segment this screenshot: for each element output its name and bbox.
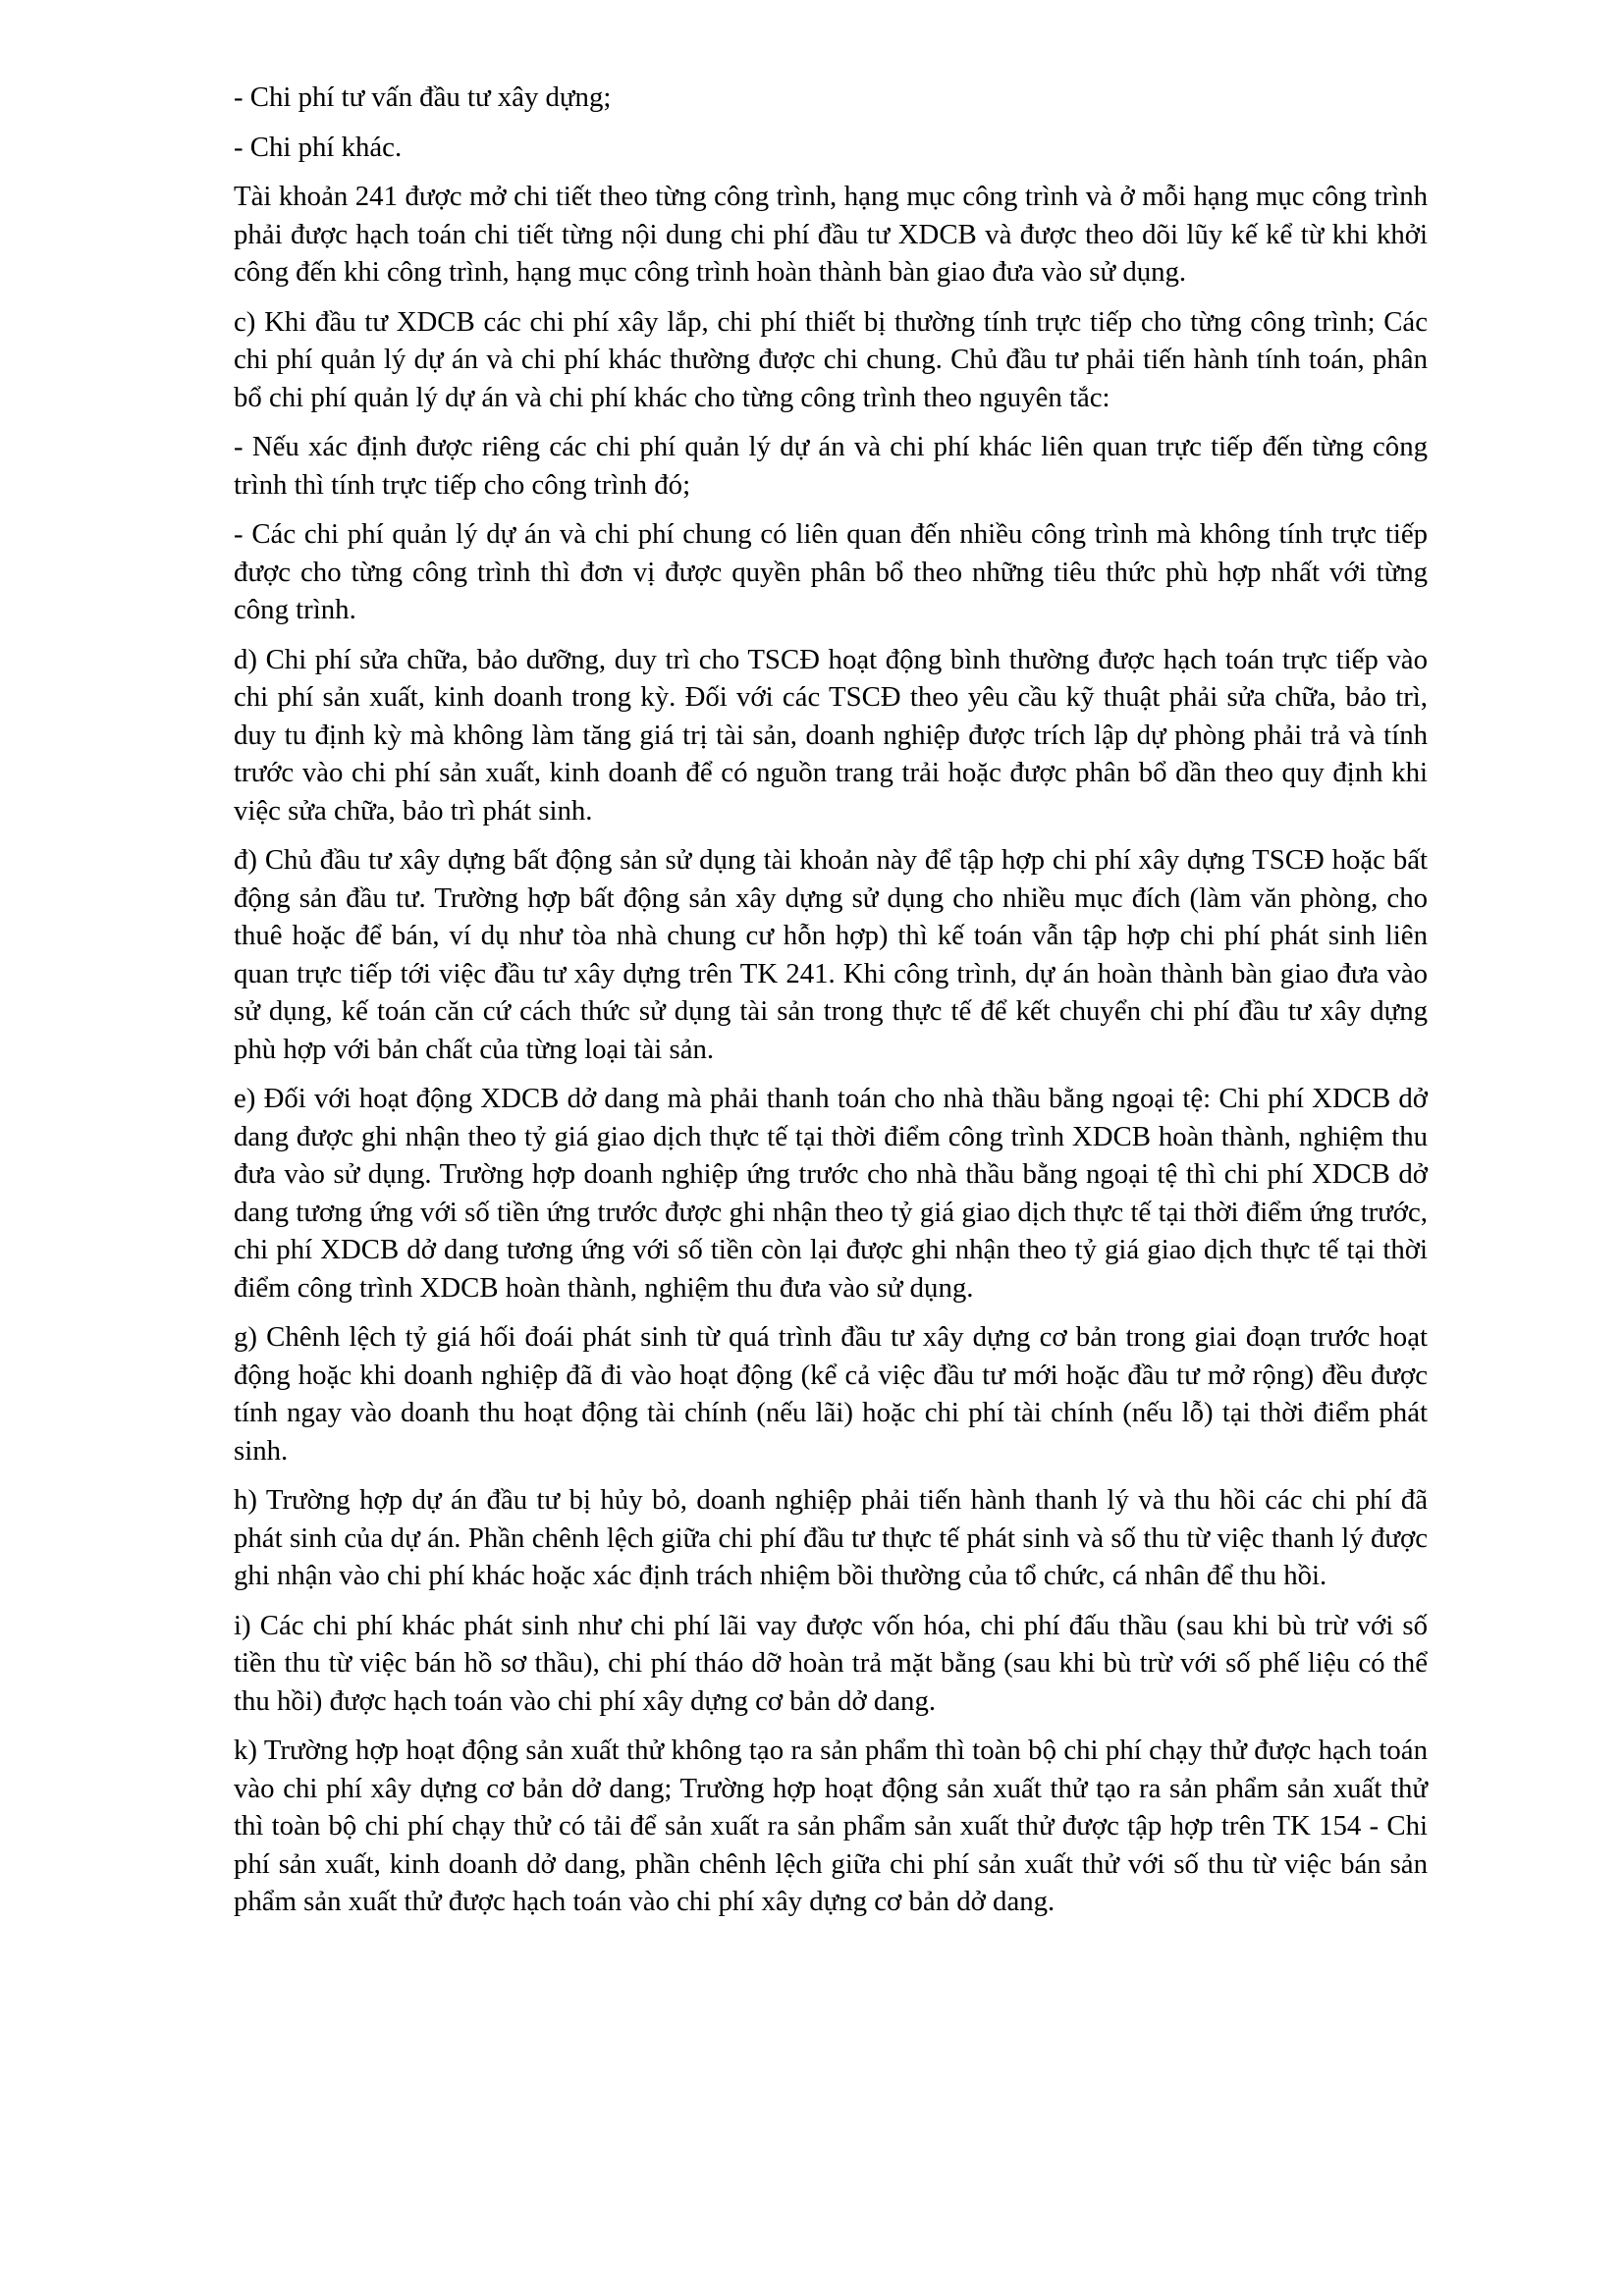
paragraph-h: h) Trường hợp dự án đầu tư bị hủy bỏ, doanh nghiệp phải tiến hành thanh lý và thu hồi các chi phí đã phát sinh của dự án. Phần chênh lệch giữa chi phí đầu tư thực tế phát sinh và số thu từ việc thanh lý được ghi nhận vào chi phí khác hoặc xác định trách nhiệm bồi thường của tổ chức, cá nhân để thu hồi. [234, 1484, 1428, 1591]
paragraph-bullet-shared-allocation: - Các chi phí quản lý dự án và chi phí chung có liên quan đến nhiều công trình mà không tính trực tiếp được cho từng công trình thì đơn vị được quyền phân bổ theo những tiêu thức phù hợp nhất với từng công trình. [234, 518, 1428, 625]
paragraph-k: k) Trường hợp hoạt động sản xuất thử không tạo ra sản phẩm thì toàn bộ chi phí chạy thử được hạch toán vào chi phí xây dựng cơ bản dở dang; Trường hợp hoạt động sản xuất thử tạo ra sản phẩm sản xuất thử thì toàn bộ chi phí chạy thử có tải để sản xuất ra sản phẩm sản xuất thử được tập hợp trên TK 154 - Chi phí sản xuất, kinh doanh dở dang, phần chênh lệch giữa chi phí sản xuất thử với số thu từ việc bán sản phẩm sản xuất thử được hạch toán vào chi phí xây dựng cơ bản dở dang. [234, 1735, 1428, 1917]
paragraph-d: d) Chi phí sửa chữa, bảo dưỡng, duy trì cho TSCĐ hoạt động bình thường được hạch toán trực tiếp vào chi phí sản xuất, kinh doanh trong kỳ. Đối với các TSCĐ theo yêu cầu kỹ thuật phải sửa chữa, bảo trì, duy tu định kỳ mà không làm tăng giá trị tài sản, doanh nghiệp được trích lập dự phòng phải trả và tính trước vào chi phí sản xuất, kinh doanh để có nguồn trang trải hoặc được phân bổ dần theo quy định khi việc sửa chữa, bảo trì phát sinh. [234, 643, 1428, 827]
paragraph-bullet-consulting-cost: - Chi phí tư vấn đầu tư xây dựng; [234, 81, 612, 113]
paragraph-bullet-direct-allocation: - Nếu xác định được riêng các chi phí quản lý dự án và chi phí khác liên quan trực tiếp đến từng công trình thì tính trực tiếp cho công trình đó; [234, 431, 1428, 501]
paragraph-c: c) Khi đầu tư XDCB các chi phí xây lắp, chi phí thiết bị thường tính trực tiếp cho từng công trình; Các chi phí quản lý dự án và chi phí khác thường được chi chung. Chủ đầu tư phải tiến hành tính toán, phân bổ chi phí quản lý dự án và chi phí khác cho từng công trình theo nguyên tắc: [234, 305, 1428, 413]
paragraph-g: g) Chênh lệch tỷ giá hối đoái phát sinh từ quá trình đầu tư xây dựng cơ bản trong giai đoạn trước hoạt động hoặc khi doanh nghiệp đã đi vào hoạt động (kể cả việc đầu tư mới hoặc đầu tư mở rộng) đều được tính ngay vào doanh thu hoạt động tài chính (nếu lãi) hoặc chi phí tài chính (nếu lỗ) tại thời điểm phát sinh. [234, 1321, 1428, 1467]
paragraph-dd: đ) Chủ đầu tư xây dựng bất động sản sử dụng tài khoản này để tập hợp chi phí xây dựng TSCĐ hoặc bất động sản đầu tư. Trường hợp bất động sản xây dựng sử dụng cho nhiều mục đích (làm văn phòng, cho thuê hoặc để bán, ví dụ như tòa nhà chung cư hỗn hợp) thì kế toán vẫn tập hợp chi phí phát sinh liên quan trực tiếp tới việc đầu tư xây dựng trên TK 241. Khi công trình, dự án hoàn thành bàn giao đưa vào sử dụng, kế toán căn cứ cách thức sử dụng tài sản trong thực tế để kết chuyển chi phí đầu tư xây dựng phù hợp với bản chất của từng loại tài sản. [234, 844, 1428, 1065]
paragraph-e: e) Đối với hoạt động XDCB dở dang mà phải thanh toán cho nhà thầu bằng ngoại tệ: Chi phí XDCB dở dang được ghi nhận theo tỷ giá giao dịch thực tế tại thời điểm công trình XDCB hoàn thành, nghiệm thu đưa vào sử dụng. Trường hợp doanh nghiệp ứng trước cho nhà thầu bằng ngoại tệ thì chi phí XDCB dở dang tương ứng với số tiền ứng trước được ghi nhận theo tỷ giá giao dịch thực tế tại thời điểm ứng trước, chi phí XDCB dở dang tương ứng với số tiền còn lại được ghi nhận theo tỷ giá giao dịch thực tế tại thời điểm công trình XDCB hoàn thành, nghiệm thu đưa vào sử dụng. [234, 1083, 1428, 1304]
document-page [234, 79, 1428, 1933]
paragraph-i: i) Các chi phí khác phát sinh như chi phí lãi vay được vốn hóa, chi phí đấu thầu (sau khi bù trừ với số tiền thu từ việc bán hồ sơ thầu), chi phí tháo dỡ hoàn trả mặt bằng (sau khi bù trừ với số phế liệu có thể thu hồi) được hạch toán vào chi phí xây dựng cơ bản dở dang. [234, 1609, 1428, 1717]
paragraph-bullet-other-cost: - Chi phí khác. [234, 131, 403, 163]
paragraph-account-241: Tài khoản 241 được mở chi tiết theo từng công trình, hạng mục công trình và ở mỗi hạng mục công trình phải được hạch toán chi tiết từng nội dung chi phí đầu tư XDCB và được theo dõi lũy kế kể từ khi khởi công đến khi công trình, hạng mục công trình hoàn thành bàn giao đưa vào sử dụng. [234, 181, 1428, 288]
